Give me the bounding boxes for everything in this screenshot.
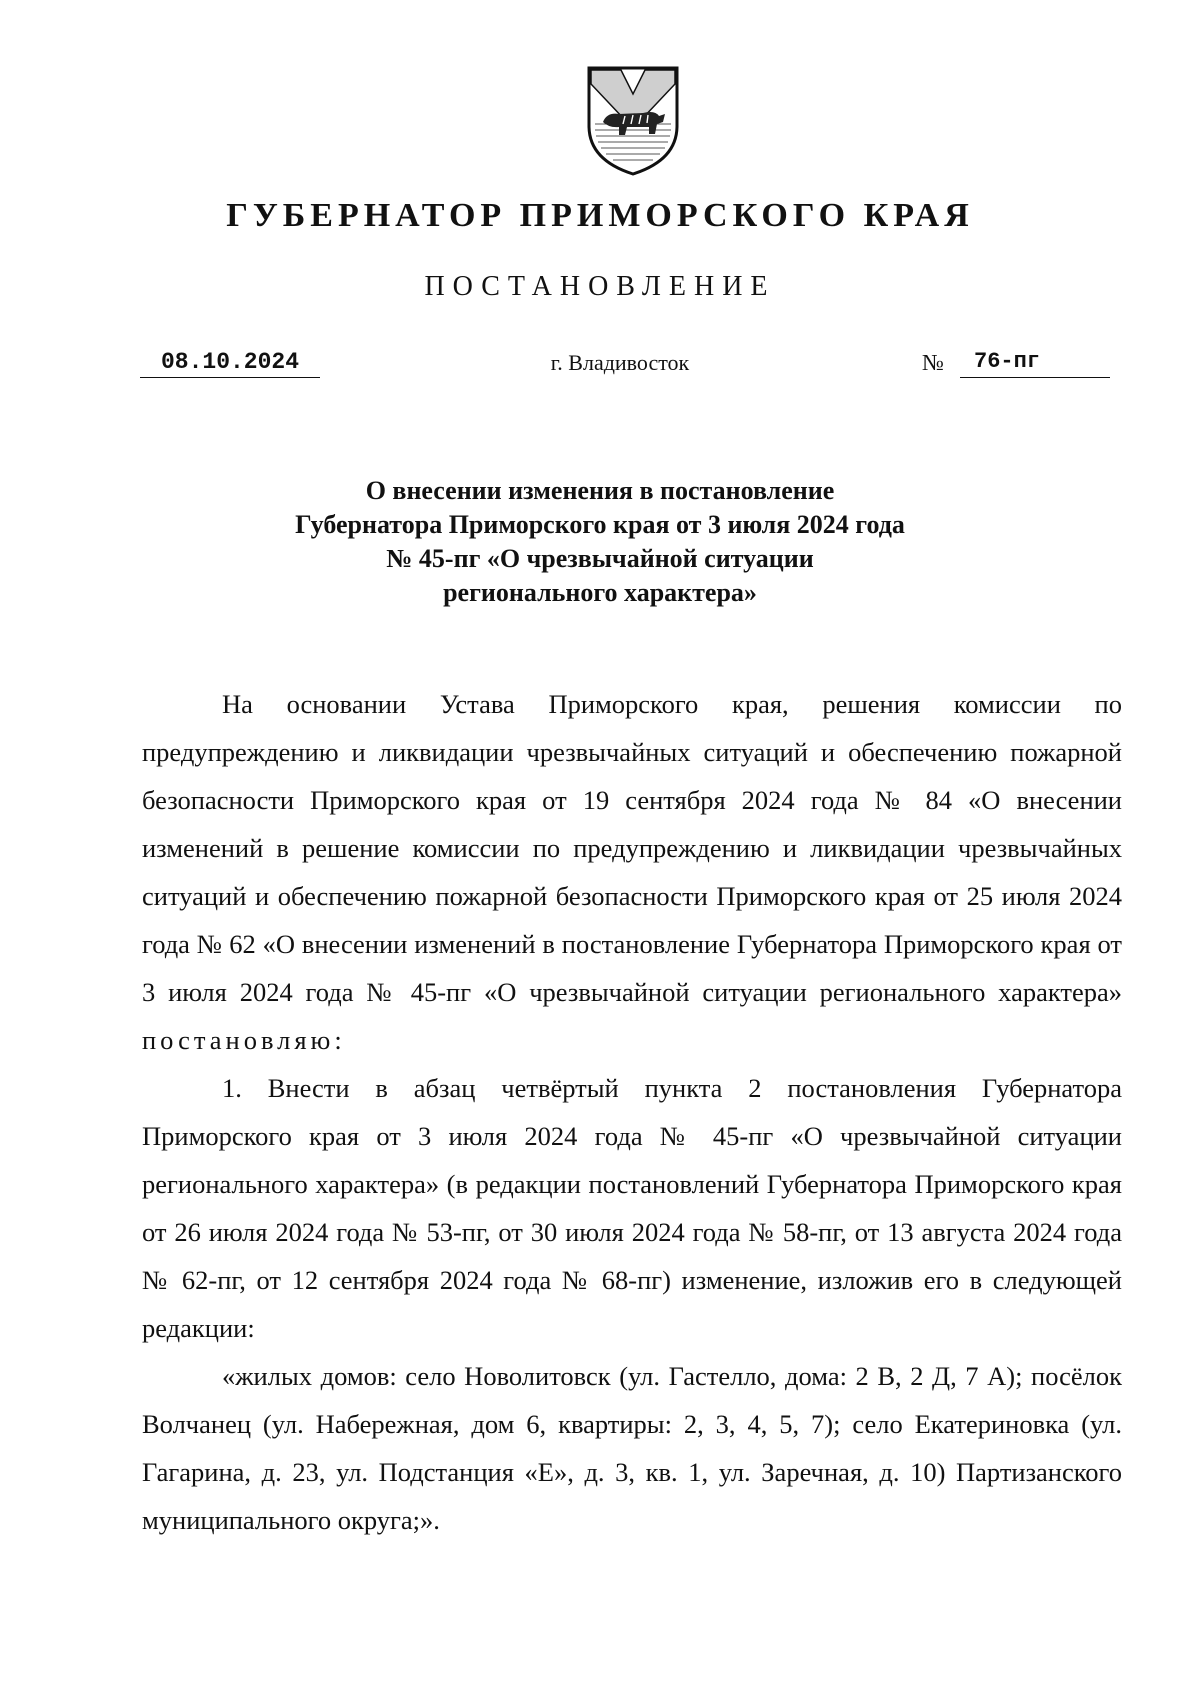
preamble-text: На основании Устава Приморского края, решения комиссии по предупреждению и ликвидации чрезвычайных ситуаций и обеспечению пожарной безопасности Приморского края от 19 сентября 2024 года № 84 «О внесении изменений в решение комиссии по предупреждению и ликвидации чрезвычайных ситуаций и обеспечению пожарной безопасности Приморского края от 25 июля 2024 года № 62 «О внесении изменений в постановление Губернатора Приморского края от 3 июля 2024 года № 45-пг «О чрезвычайной ситуации регионального характера»: [142, 689, 1122, 1007]
subject-line: № 45-пг «О чрезвычайной ситуации: [386, 544, 814, 573]
organization-title: ГУБЕРНАТОР ПРИМОРСКОГО КРАЯ: [226, 197, 974, 234]
item-1-paragraph: 1. Внести в абзац четвёртый пункта 2 постановления Губернатора Приморского края от 3 июля 2024 года № 45-пг «О чрезвычайной ситуации регионального характера» (в редакции постановлений Губернатора Приморского края от 26 июля 2024 года № 53-пг, от 30 июля 2024 года № 58-пг, от 13 августа 2024 года № 62-пг, от 12 сентября 2024 года № 68-пг) изменение, изложив его в следующей редакции:: [142, 1073, 1122, 1343]
document-type: ПОСТАНОВЛЕНИЕ: [424, 271, 776, 302]
document-subject: [200, 474, 1000, 610]
preamble-paragraph: [142, 680, 1122, 1064]
document-date: 08.10.2024: [140, 347, 320, 378]
subject-line: Губернатора Приморского края от 3 июля 2024 года: [295, 510, 905, 539]
decree-word: постановляю:: [142, 1025, 346, 1055]
quoted-text-paragraph: «жилых домов: село Новолитовск (ул. Гастелло, дома: 2 В, 2 Д, 7 А); посёлок Волчанец (ул. Набережная, дом 6, квартиры: 2, 3, 4, 5, 7); село Екатериновка (ул. Гагарина, д. 23, ул. Подстанция «Е», д. 3, кв. 1, ул. Заречная, д. 10) Партизанского муниципального округа;».: [142, 1361, 1122, 1535]
document-number: 76-пг: [960, 347, 1110, 378]
document-body: [142, 680, 1122, 1544]
number-sign: №: [922, 350, 944, 375]
document-city: г. Владивосток: [550, 350, 690, 375]
subject-line: регионального характера»: [443, 578, 757, 607]
subject-line: О внесении изменения в постановление: [365, 476, 835, 505]
coat-of-arms-emblem: [585, 64, 681, 178]
